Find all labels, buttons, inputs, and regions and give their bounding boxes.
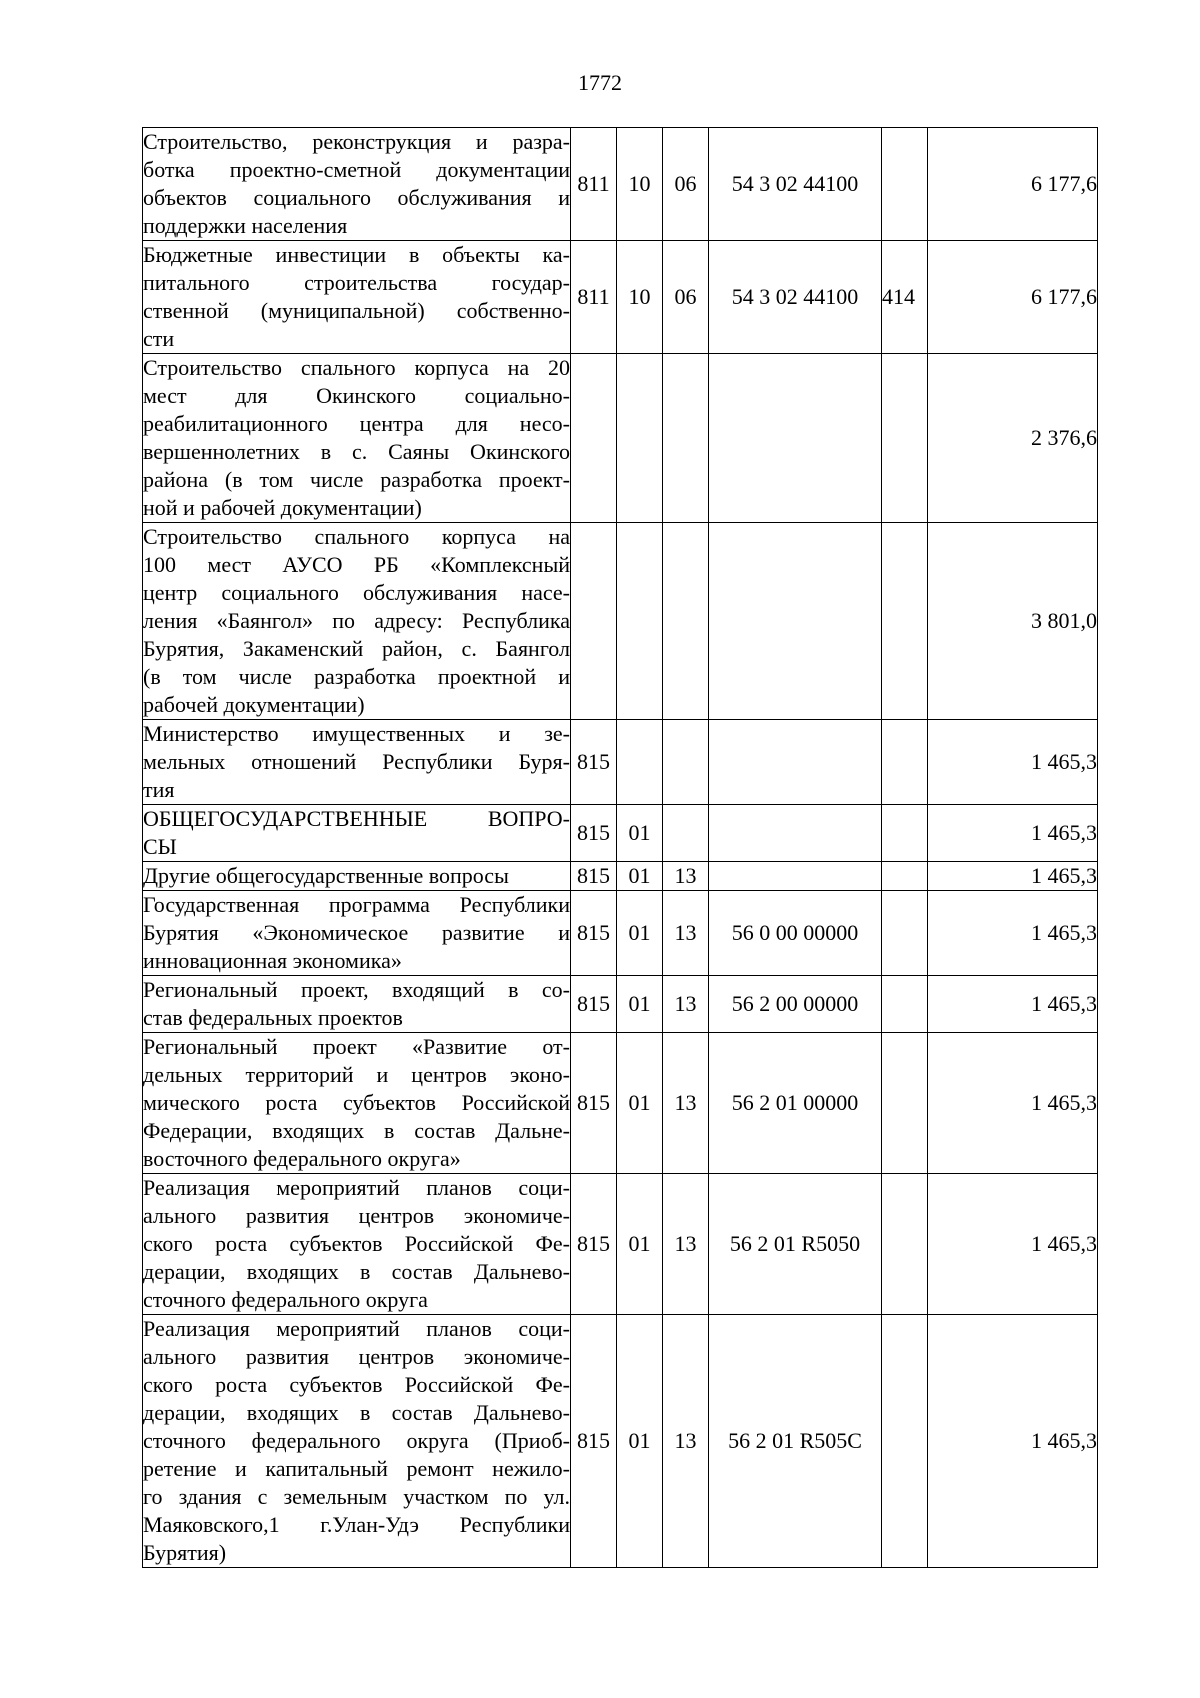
cell-text-line: ского роста субъектов Российской Фе- (143, 1372, 570, 1397)
cell-expense-type (882, 1315, 928, 1568)
cell-subsection-code (663, 523, 709, 720)
cell-text-line: ления «Баянгол» по адресу: Республика (143, 608, 570, 633)
cell-amount: 1 465,3 (928, 976, 1098, 1033)
cell-text-line: тия (143, 777, 175, 802)
cell-text-line: Бюджетные инвестиции в объекты ка- (143, 242, 570, 267)
cell-subsection-code: 13 (663, 1174, 709, 1315)
cell-section-code: 10 (617, 241, 663, 354)
cell-text-line: Государственная программа Республики (143, 892, 570, 917)
cell-target-article: 54 3 02 44100 (709, 128, 882, 241)
cell-text-line: Региональный проект «Развитие от- (143, 1034, 570, 1059)
cell-amount: 1 465,3 (928, 891, 1098, 976)
table-row (143, 523, 1098, 720)
budget-table (142, 127, 1098, 1568)
cell-item-name (143, 354, 571, 523)
cell-subsection-code: 13 (663, 976, 709, 1033)
cell-item-name (143, 1174, 571, 1315)
cell-section-code: 01 (617, 1033, 663, 1174)
cell-text-line: Федерации, входящих в состав Дальне- (143, 1118, 570, 1143)
cell-target-article (709, 720, 882, 805)
cell-text-line: Реализация мероприятий планов соци- (143, 1175, 570, 1200)
cell-text-line: объектов социального обслуживания и (143, 185, 570, 210)
cell-amount: 2 376,6 (928, 354, 1098, 523)
cell-section-code (617, 523, 663, 720)
cell-text-line: Региональный проект, входящий в со- (143, 977, 570, 1002)
cell-text-line: ального развития центров экономиче- (143, 1203, 570, 1228)
cell-subsection-code: 13 (663, 891, 709, 976)
cell-item-name (143, 976, 571, 1033)
cell-target-article: 56 2 00 00000 (709, 976, 882, 1033)
cell-text-line: Министерство имущественных и зе- (143, 721, 570, 746)
cell-target-article: 56 2 01 R505C (709, 1315, 882, 1568)
cell-subsection-code: 06 (663, 128, 709, 241)
cell-text-line: вершеннолетних в с. Саяны Окинского (143, 439, 570, 464)
cell-text-line: Бурятия, Закаменский район, с. Баянгол (143, 636, 570, 661)
cell-amount: 1 465,3 (928, 1033, 1098, 1174)
table-row (143, 354, 1098, 523)
cell-text-line: ственной (муниципальной) собственно- (143, 298, 570, 323)
cell-text-line: ретение и капитальный ремонт нежило- (143, 1456, 570, 1481)
table-row (143, 241, 1098, 354)
cell-section-code: 01 (617, 1315, 663, 1568)
cell-ministry-code: 815 (571, 1033, 617, 1174)
cell-text-line: Строительство, реконструкция и разра- (143, 129, 570, 154)
cell-expense-type (882, 862, 928, 891)
cell-text-line: дельных территорий и центров эконо- (143, 1062, 570, 1087)
cell-amount: 6 177,6 (928, 128, 1098, 241)
cell-amount: 6 177,6 (928, 241, 1098, 354)
cell-text-line: го здания с земельным участком по ул. (143, 1484, 570, 1509)
cell-item-name (143, 523, 571, 720)
cell-text-line: рабочей документации) (143, 692, 365, 717)
cell-subsection-code: 13 (663, 1315, 709, 1568)
cell-expense-type (882, 523, 928, 720)
cell-target-article (709, 523, 882, 720)
cell-ministry-code (571, 354, 617, 523)
cell-section-code: 10 (617, 128, 663, 241)
cell-ministry-code: 815 (571, 891, 617, 976)
cell-text-line: инновационная экономика» (143, 948, 402, 973)
cell-section-code (617, 354, 663, 523)
cell-expense-type (882, 1033, 928, 1174)
cell-ministry-code: 811 (571, 128, 617, 241)
cell-text-line: (в том числе разработка проектной и (143, 664, 570, 689)
cell-expense-type (882, 805, 928, 862)
cell-expense-type (882, 720, 928, 805)
cell-text-line: Бурятия «Экономическое развитие и (143, 920, 570, 945)
cell-text-line: поддержки населения (143, 213, 348, 238)
cell-amount: 1 465,3 (928, 862, 1098, 891)
cell-section-code: 01 (617, 805, 663, 862)
page-number: 1772 (578, 70, 622, 95)
cell-section-code: 01 (617, 891, 663, 976)
cell-item-name (143, 805, 571, 862)
cell-expense-type (882, 976, 928, 1033)
cell-text-line: района (в том числе разработка проект- (143, 467, 570, 492)
cell-text-line: мельных отношений Республики Буря- (143, 749, 570, 774)
cell-text-line: Строительство спального корпуса на (143, 524, 570, 549)
cell-subsection-code: 06 (663, 241, 709, 354)
cell-expense-type: 414 (882, 241, 928, 354)
cell-amount: 3 801,0 (928, 523, 1098, 720)
table-row (143, 1174, 1098, 1315)
cell-item-name (143, 862, 571, 891)
cell-section-code: 01 (617, 862, 663, 891)
cell-ministry-code: 815 (571, 862, 617, 891)
cell-section-code: 01 (617, 976, 663, 1033)
cell-ministry-code: 815 (571, 805, 617, 862)
cell-target-article: 56 0 00 00000 (709, 891, 882, 976)
cell-text-line: ОБЩЕГОСУДАРСТВЕННЫЕ ВОПРО- (143, 806, 570, 831)
cell-subsection-code: 13 (663, 1033, 709, 1174)
cell-subsection-code: 13 (663, 862, 709, 891)
cell-text-line: питального строительства государ- (143, 270, 570, 295)
table-row (143, 1033, 1098, 1174)
cell-text-line: центр социального обслуживания насе- (143, 580, 570, 605)
cell-text-line: Другие общегосударственные вопросы (143, 863, 509, 888)
cell-text-line: ского роста субъектов Российской Фе- (143, 1231, 570, 1256)
cell-text-line: Строительство спального корпуса на 20 (143, 355, 570, 380)
cell-target-article: 56 2 01 00000 (709, 1033, 882, 1174)
table-row (143, 805, 1098, 862)
cell-item-name (143, 720, 571, 805)
table-row (143, 891, 1098, 976)
cell-amount: 1 465,3 (928, 1174, 1098, 1315)
cell-text-line: мического роста субъектов Российской (143, 1090, 570, 1115)
cell-text-line: Бурятия) (143, 1540, 227, 1565)
cell-expense-type (882, 354, 928, 523)
cell-ministry-code (571, 523, 617, 720)
table-row (143, 720, 1098, 805)
cell-text-line: СЫ (143, 834, 177, 859)
cell-item-name (143, 1315, 571, 1568)
budget-table-body (143, 128, 1098, 1568)
cell-text-line: 100 мест АУСО РБ «Комплексный (143, 552, 570, 577)
cell-text-line: сточного федерального округа (Приоб- (143, 1428, 570, 1453)
cell-text-line: восточного федерального округа» (143, 1146, 461, 1171)
cell-ministry-code: 815 (571, 1174, 617, 1315)
cell-ministry-code: 815 (571, 720, 617, 805)
cell-expense-type (882, 891, 928, 976)
cell-ministry-code: 811 (571, 241, 617, 354)
cell-text-line: сти (143, 326, 175, 351)
cell-text-line: Маяковского,1 г.Улан-Удэ Республики (143, 1512, 570, 1537)
cell-text-line: ального развития центров экономиче- (143, 1344, 570, 1369)
cell-item-name (143, 128, 571, 241)
cell-amount: 1 465,3 (928, 1315, 1098, 1568)
cell-amount: 1 465,3 (928, 720, 1098, 805)
table-row (143, 862, 1098, 891)
cell-text-line: мест для Окинского социально- (143, 383, 570, 408)
cell-target-article: 56 2 01 R5050 (709, 1174, 882, 1315)
cell-subsection-code (663, 805, 709, 862)
cell-text-line: реабилитационного центра для несо- (143, 411, 570, 436)
cell-ministry-code: 815 (571, 976, 617, 1033)
cell-target-article (709, 862, 882, 891)
cell-text-line: став федеральных проектов (143, 1005, 403, 1030)
cell-item-name (143, 1033, 571, 1174)
cell-ministry-code: 815 (571, 1315, 617, 1568)
cell-target-article: 54 3 02 44100 (709, 241, 882, 354)
cell-text-line: ной и рабочей документации) (143, 495, 422, 520)
cell-target-article (709, 805, 882, 862)
cell-expense-type (882, 128, 928, 241)
table-row (143, 128, 1098, 241)
cell-expense-type (882, 1174, 928, 1315)
cell-item-name (143, 891, 571, 976)
cell-subsection-code (663, 354, 709, 523)
cell-item-name (143, 241, 571, 354)
cell-section-code (617, 720, 663, 805)
cell-text-line: дерации, входящих в состав Дальнево- (143, 1400, 570, 1425)
cell-text-line: сточного федерального округа (143, 1287, 428, 1312)
cell-text-line: дерации, входящих в состав Дальнево- (143, 1259, 570, 1284)
cell-text-line: Реализация мероприятий планов соци- (143, 1316, 570, 1341)
cell-subsection-code (663, 720, 709, 805)
table-row (143, 976, 1098, 1033)
cell-text-line: ботка проектно-сметной документации (143, 157, 570, 182)
cell-target-article (709, 354, 882, 523)
cell-section-code: 01 (617, 1174, 663, 1315)
table-row (143, 1315, 1098, 1568)
cell-amount: 1 465,3 (928, 805, 1098, 862)
